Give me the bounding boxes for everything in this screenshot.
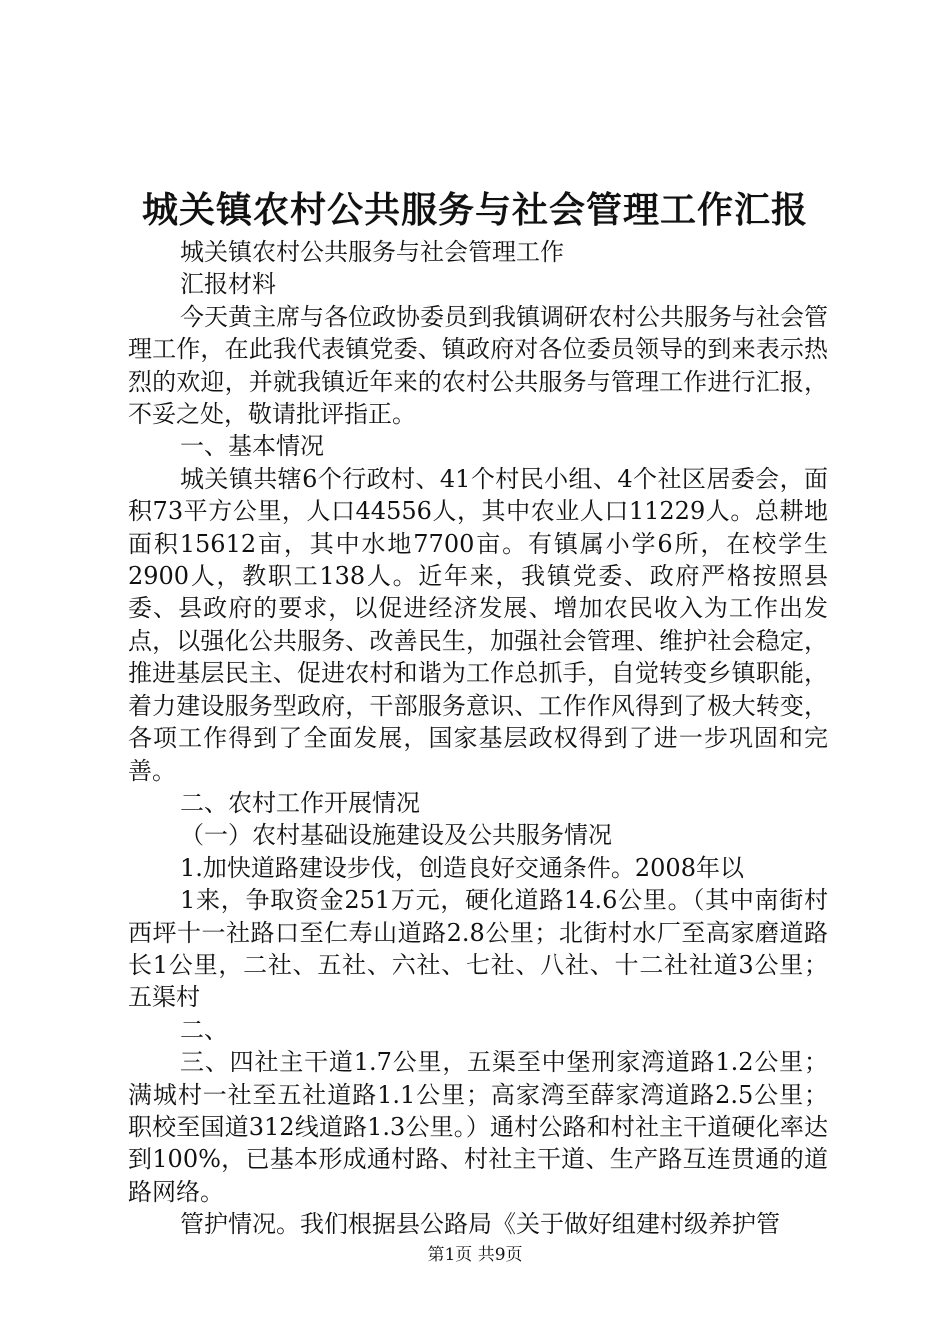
paragraph-intro: 今天黄主席与各位政协委员到我镇调研农村公共服务与社会管理工作，在此我代表镇党委、镇政府对各位委员领导的到来表示热烈的欢迎，并就我镇近年来的农村公共服务与管理工作进行汇报，不妥之处，敬请批评指正。 <box>128 302 828 429</box>
paragraph-roads-detail: 1来，争取资金251万元，硬化道路14.6公里。（其中南街村西坪十一社路口至仁寿山道路2.8公里；北街村水厂至高家磨道路长1公里，二社、五社、六社、七社、八社、十二社社道3公里；五渠村 <box>128 886 828 1012</box>
paragraph-subtitle-line2: 汇报材料 <box>180 270 276 299</box>
document-body <box>128 236 828 1241</box>
page-footer: 第1页 共9页 <box>427 1245 523 1265</box>
paragraph-fragment: 二、 <box>180 1015 228 1044</box>
subsection-heading-infrastructure: （一）农村基础设施建设及公共服务情况 <box>180 821 612 850</box>
paragraph-roads-heading: 1.加快道路建设步伐，创造良好交通条件。2008年以 <box>180 853 744 882</box>
paragraph-maintenance: 管护情况。我们根据县公路局《关于做好组建村级养护管 <box>180 1210 780 1239</box>
section-heading-basic: 一、基本情况 <box>180 432 324 461</box>
paragraph-roads-continued: 三、四社主干道1.7公里，五渠至中堡刑家湾道路1.2公里；满城村一社至五社道路1.1公里；高家湾至薛家湾道路2.5公里；职校至国道312线道路1.3公里。）通村公路和村社主干道硬化率达到100%，已基本形成通村路、村社主干道、生产路互连贯通的道路网络。 <box>128 1048 828 1206</box>
paragraph-basic-situation: 城关镇共辖6个行政村、41个村民小组、4个社区居委会，面积73平方公里，人口44556人，其中农业人口11229人。总耕地面积15612亩，其中水地7700亩。有镇属小学6所，在校学生2900人，教职工138人。近年来，我镇党委、政府严格按照县委、县政府的要求，以促进经济发展、增加农民收入为工作出发点，以强化公共服务、改善民生，加强社会管理、维护社会稳定，推进基层民主、促进农村和谐为工作总抓手，自觉转变乡镇职能，着力建设服务型政府，干部服务意识、工作作风得到了极大转变，各项工作得到了全面发展，国家基层政权得到了进一步巩固和完善。 <box>128 464 828 785</box>
section-heading-rural-work: 二、农村工作开展情况 <box>180 788 420 817</box>
paragraph-subtitle-line1: 城关镇农村公共服务与社会管理工作 <box>180 238 564 266</box>
document-title: 城关镇农村公共服务与社会管理工作汇报 <box>141 189 808 231</box>
